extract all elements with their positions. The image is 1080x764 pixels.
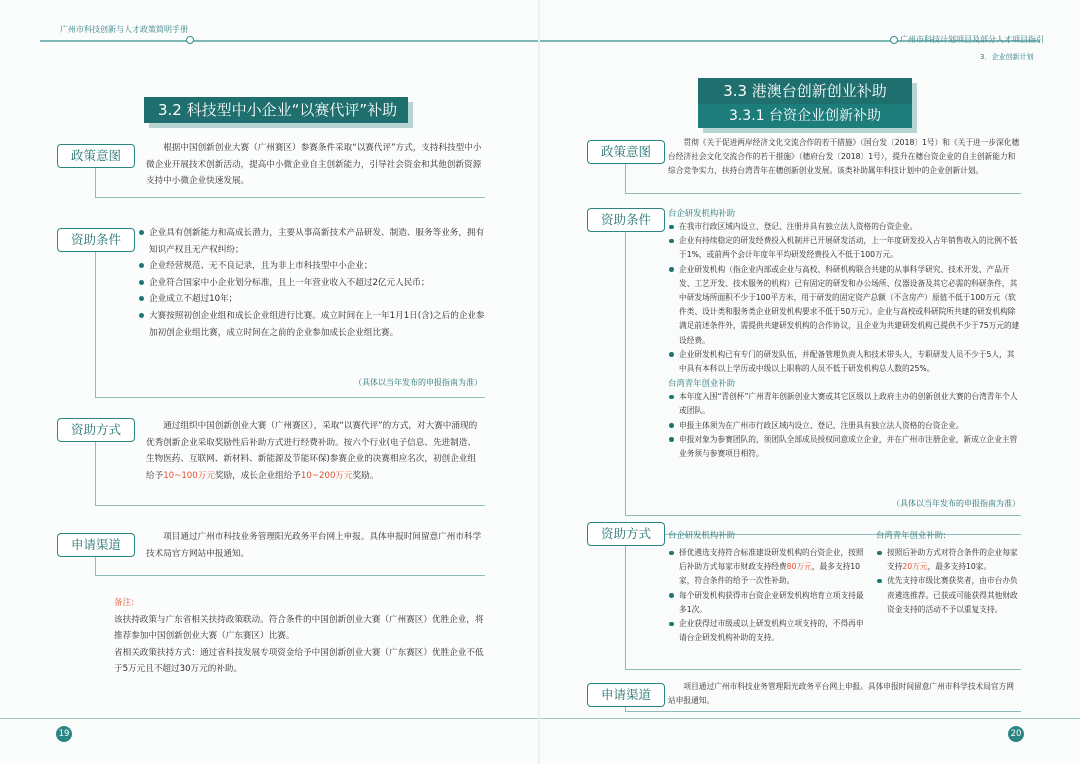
- conditions-note: （具体以当年发布的申报指南为准）: [354, 378, 482, 387]
- conditions-label: 资助条件: [57, 228, 135, 252]
- condition-item: 企业具有创新能力和高成长潜力，主要从事高新技术产品研发、制造、服务等业务，拥有知识产权且无产权纠纷；: [138, 225, 486, 258]
- remark-p1: 该扶持政策与广东省相关扶持政策联动。符合条件的中国创新创业大赛（广州赛区）优胜企业，将推荐参加中国创新创业大赛（广东赛区）比赛。: [114, 614, 484, 642]
- remark-p2: 省相关政策扶持方式：通过省科技发展专项资金给予中国创新创业大赛（广东赛区）优胜企业不低于5万元且不超过30万元的补助。: [114, 647, 484, 675]
- method-col1-item: 每个研发机构获得市台资企业研发机构培育立项支持最多1次。: [668, 589, 864, 617]
- method-col1-item: [668, 546, 864, 589]
- header-node-icon: [186, 36, 194, 44]
- policy-intent-label: 政策意图: [57, 144, 135, 168]
- condition-item: 本年度入围“青创杯”广州青年创新创业大赛或其它区级以上政府主办的创新创业大赛的台湾青年个人或团队。: [668, 390, 1020, 418]
- method-col1-title: 台企研发机构补助: [668, 530, 735, 540]
- method-col2: [876, 528, 1020, 617]
- method-col2-item: 优先支持市级比赛获奖者，由市台办负责遴选推荐。已获或可能获得其他财政资金支持的活动不予以重复支持。: [876, 574, 1020, 617]
- conditions-list: [138, 225, 486, 341]
- right-header-title: 广州市科技计划项目及部分人才项目指引: [900, 35, 1044, 44]
- method-col2-text-a: 按照后补助方式对符合条件的企业每家支持: [887, 548, 1018, 572]
- method-text-b: 奖励，成长企业组给予: [214, 470, 301, 481]
- condition-item: 企业符合国家中小企业划分标准，且上一年营业收入不超过2亿元人民币；: [138, 275, 486, 292]
- header-node-icon: [890, 36, 898, 44]
- policy-intent-text: 根据中国创新创业大赛（广州赛区）参赛条件采取“以赛代评”方式，支持科技型中小微企业开展技术创新活动，提高中小微企业自主创新能力，引导社会资金和其他创新资源支持中小微企业快速发展。: [146, 143, 482, 187]
- condition-item: 大赛按照初创企业组和成长企业组进行比赛。成立时间在上一年1月1日(含)之后的企业参加初创企业组比赛，成立时间在之前的企业参加成长企业组比赛。: [138, 308, 486, 341]
- condition-item: 在我市行政区域内设立、登记、注册并具有独立法人资格的台资企业。: [668, 220, 1020, 234]
- conditions-subhead-1: 台企研发机构补助: [668, 208, 735, 218]
- conditions-label: 资助条件: [587, 208, 665, 232]
- remark-block: [114, 595, 486, 678]
- condition-item: 申报对象为参赛团队的，须团队全部成员授权同意成立企业，并在广州市注册企业，新成立企业主管业务须与参赛项目相符。: [668, 433, 1020, 461]
- method-col1-text-a: 择优遴选支持符合标准建设研发机构的台资企业，按照后补助方式每家市财政支持经费: [679, 548, 864, 572]
- channel-label: 申请渠道: [57, 533, 135, 557]
- method-label: 资助方式: [587, 522, 665, 546]
- method-amount-a: 10~100万元: [163, 470, 215, 481]
- policy-intent-text: 贯彻《关于促进两岸经济文化交流合作的若干措施》（国台发〔2018〕1号）和《关于进一步深化穗台经济社会文化交流合作的若干措施》（穗府台发〔2018〕1号），提升在穗台资企业的自主创新能力和综合竞争实力，扶持台湾青年在穗创新创业发展。该类补助属年科技计划中的企业创新计划。: [668, 138, 1020, 176]
- method-amount-b: 10~200万元: [300, 470, 353, 481]
- footer-rule-right: [540, 718, 1080, 719]
- header-rule-left: [40, 40, 540, 42]
- method-col1: [668, 528, 864, 645]
- condition-item: 企业成立不超过10年；: [138, 291, 486, 308]
- method-col2-amount: 20万元: [902, 562, 928, 572]
- condition-item: 企业研发机构已有专门的研发队伍，并配备管理负责人和技术带头人，专职研发人员不少于5人，其中具有本科以上学历或中级以上职称的人员不低于研发机构总人数的25%。: [668, 348, 1020, 376]
- right-subsection-title: 3.3.1 台资企业创新补助: [698, 104, 912, 128]
- footer-rule-left: [0, 718, 540, 719]
- channel-text: 项目通过广州市科技业务管理阳光政务平台网上申报。具体申报时间留意广州市科学技术局官方网站申报通知。: [668, 682, 1014, 706]
- condition-item: 企业经营规范、无不良记录，且为非上市科技型中小企业；: [138, 258, 486, 275]
- method-col1-amount: 80万元: [786, 562, 812, 572]
- condition-item: 申报主体须为在广州市行政区域内设立、登记、注册具有独立法人资格的台资企业。: [668, 419, 1020, 433]
- method-text-a: 通过组织中国创新创业大赛（广州赛区），采取“以赛代评”的方式，对大赛中涌现的优秀创新企业采取奖励性后补助方式进行经费补助。按六个行业(电子信息、先进制造、生物医药、互联网、新材料、新能源及节能环保)参赛企业的决赛相应名次，初创企业组给予: [146, 421, 478, 481]
- page-number-right: 20: [1008, 726, 1024, 742]
- method-col2-item: [876, 546, 1020, 574]
- method-text-c: 奖励。: [352, 470, 379, 481]
- conditions-list: [668, 206, 1020, 461]
- conditions-note: （具体以当年发布的申报指南为准）: [892, 499, 1020, 508]
- method-label: 资助方式: [57, 418, 135, 442]
- method-col2-text-b: ，最多支持10家。: [927, 562, 992, 572]
- policy-intent-label: 政策意图: [587, 140, 665, 164]
- method-col2-title: 台湾青年创业补助:: [876, 530, 946, 540]
- right-page: [540, 0, 1080, 764]
- right-header-sub: 3．企业创新计划: [980, 53, 1034, 61]
- method-text: [146, 418, 484, 484]
- channel-label: 申请渠道: [587, 683, 665, 707]
- conditions-subhead-2: 台湾青年创业补助: [668, 378, 735, 389]
- left-header-title: 广州市科技创新与人才政策简明手册: [60, 25, 188, 34]
- method-col1-item: 企业获得过市级或以上研发机构立项支持的，不得再申请台企研发机构补助的支持。: [668, 617, 864, 645]
- right-section-title: 3.3 港澳台创新创业补助: [698, 78, 912, 104]
- condition-item: 企业有持续稳定的研发经费投入机制并已开展研发活动，上一年度研发投入占年销售收入的比例不低于1%，或前两个会计年度年平均研发经费投入不低于100万元。: [668, 234, 1020, 262]
- left-section-title: 3.2 科技型中小企业“以赛代评”补助: [144, 97, 408, 123]
- remark-title: 备注:: [114, 598, 135, 608]
- condition-item: 企业研发机构（指企业内部或企业与高校、科研机构联合共建的从事科学研究、技术开发、产品开发、工艺开发、技术服务的机构）已有固定的研发和办公场所、仪器设备及其它必需的科研条件，其中研发场所面积不少于100平方米，用于研发的固定资产总额（不含房产）原值不低于100万元（软件类、设计类和服务类企业研发机构要求不低于50万元）。企业与高校或科研院所共建的研发机构除满足前述条件外，需提供共建研发机构的合作协议，且企业为共建研发机构已提供不少于75万元的建设经费。: [668, 263, 1020, 348]
- method-col1-text-b: ，最多支持10家，符合条件的给予一次性补助。: [679, 562, 861, 586]
- channel-text: 项目通过广州市科技业务管理阳光政务平台网上申报。具体申报时间留意广州市科学技术局官方网站申报通知。: [146, 532, 482, 559]
- page-number-left: 19: [56, 726, 72, 742]
